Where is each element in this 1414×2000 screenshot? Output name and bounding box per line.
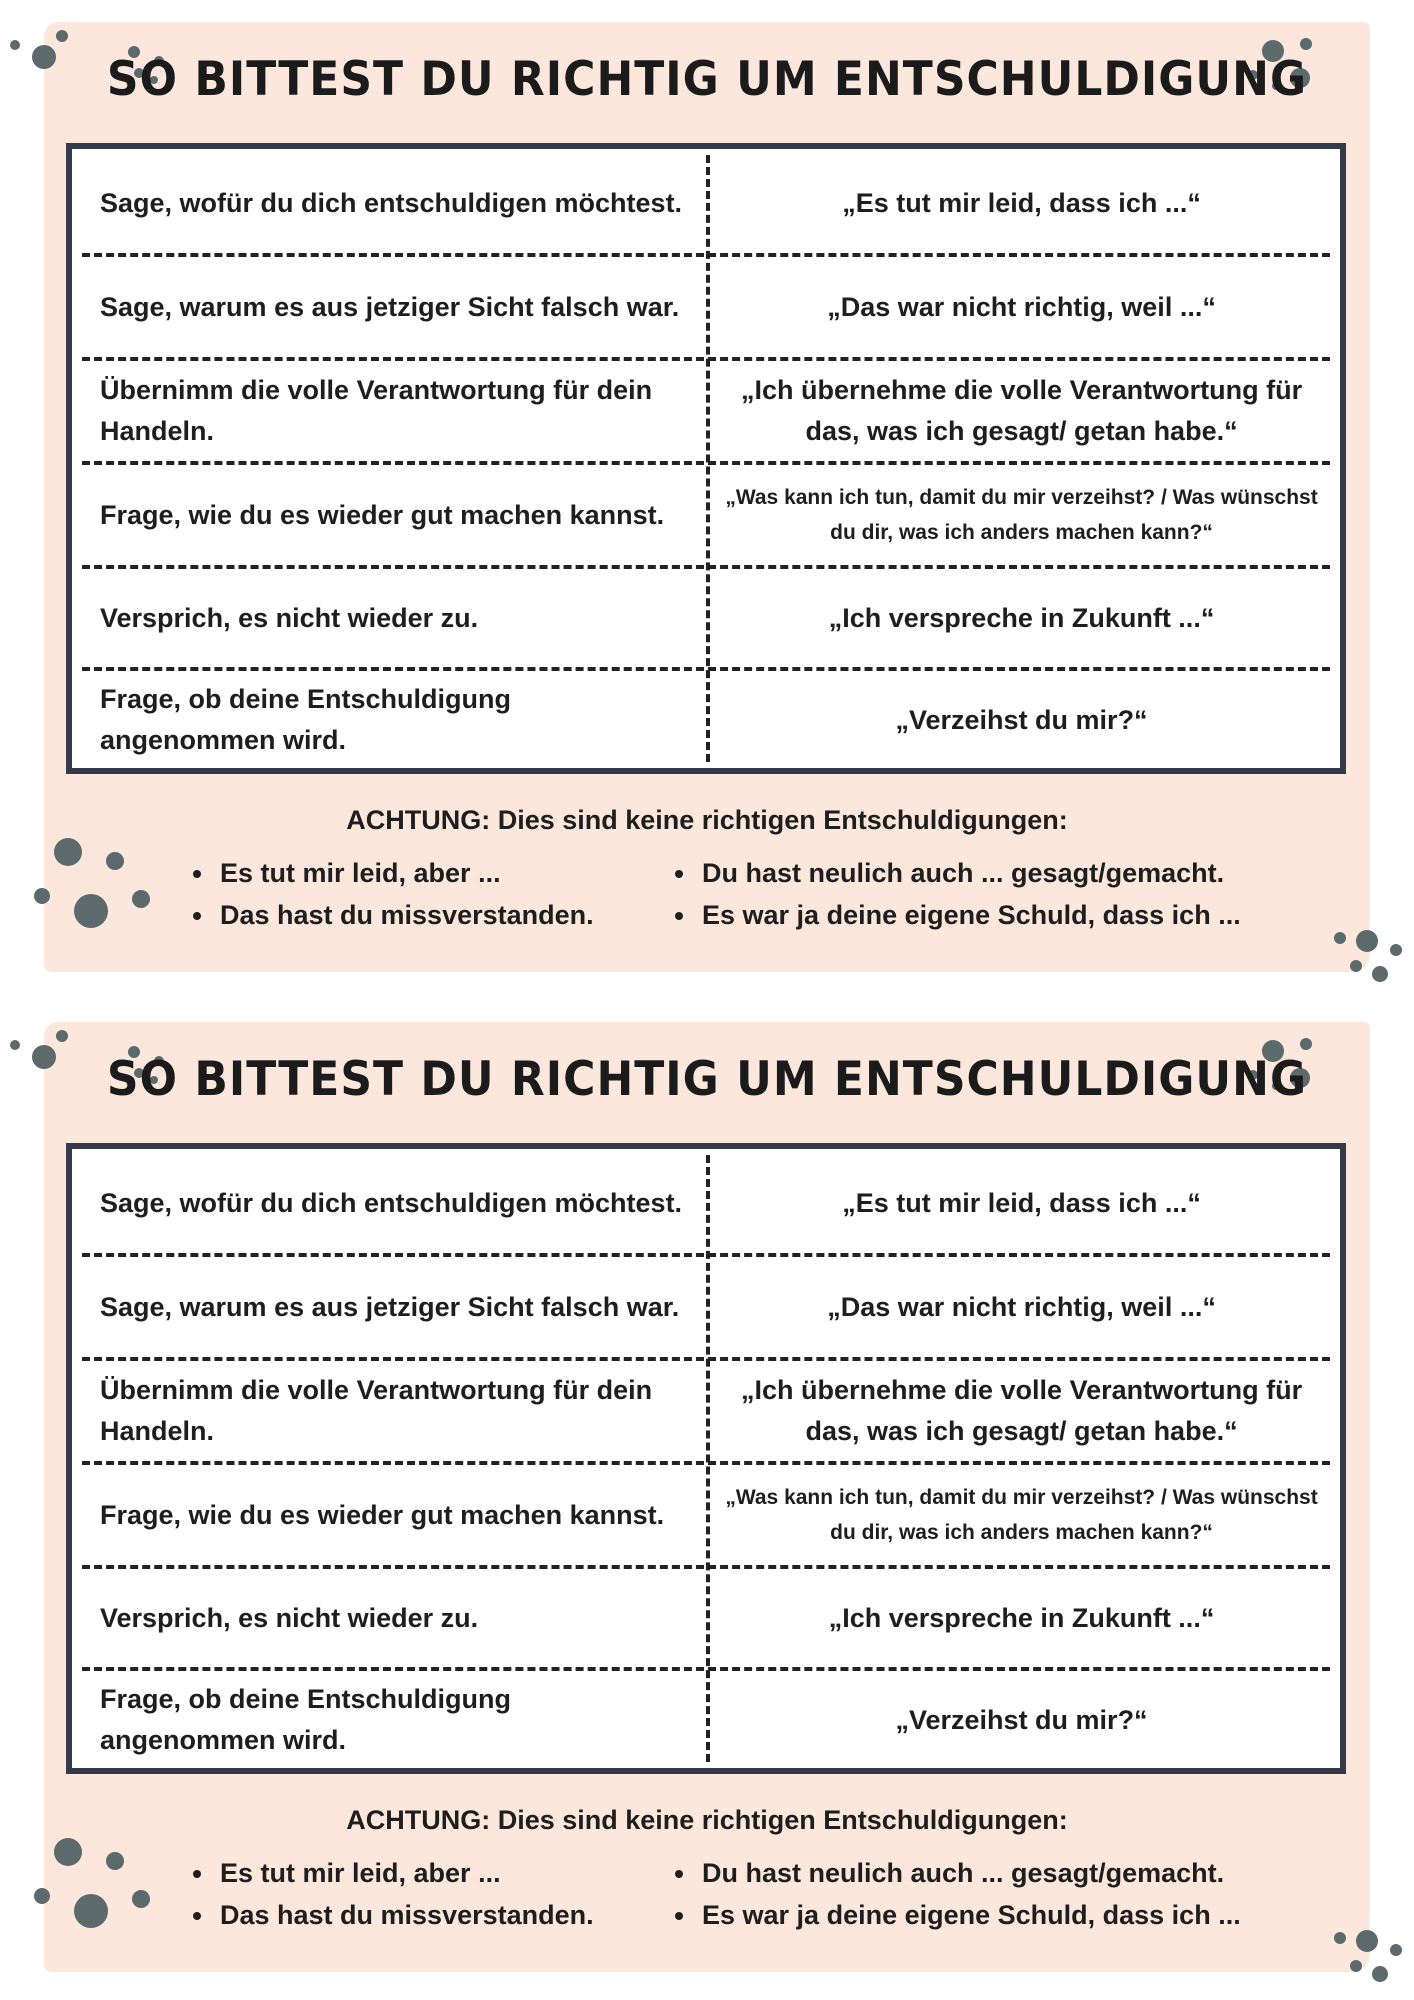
page-title: SO BITTEST DU RICHTIG UM ENTSCHULDIGUNG — [106, 51, 1308, 108]
decor-dot — [54, 1838, 82, 1866]
bad-apology-list — [670, 852, 1241, 936]
apology-steps-table — [66, 1143, 1346, 1774]
table-row — [72, 1361, 1340, 1461]
decor-dot — [34, 1888, 50, 1904]
step-text: Sage, warum es aus jetziger Sicht falsch war. — [100, 1291, 680, 1322]
list-item: • Das hast du missverstanden. — [216, 1894, 594, 1936]
page-title: SO BITTEST DU RICHTIG UM ENTSCHULDIGUNG — [106, 1051, 1308, 1108]
list-item: • Es tut mir leid, aber ... — [216, 1852, 594, 1894]
warning-heading: ACHTUNG: Dies sind keine richtigen Entschuldigungen: — [346, 805, 1068, 835]
example-phrase: „Was kann ich tun, damit du mir verzeihst? / Was wünschst du dir, was ich anders machen kann?“ — [725, 1486, 1318, 1544]
list-item: • Das hast du missverstanden. — [216, 894, 594, 936]
decor-dot — [1300, 1038, 1312, 1050]
decor-dot — [1350, 1960, 1362, 1972]
example-phrase: „Ich übernehme die volle Verantwortung für das, was ich gesagt/ getan habe.“ — [740, 375, 1303, 446]
list-item: • Es war ja deine eigene Schuld, dass ich ... — [698, 1894, 1241, 1936]
table-row — [72, 257, 1340, 357]
decor-dot — [132, 890, 150, 908]
table-row — [72, 1257, 1340, 1357]
example-phrase: „Es tut mir leid, dass ich ...“ — [842, 1187, 1201, 1218]
apology-steps-table — [66, 143, 1346, 774]
example-phrase: „Was kann ich tun, damit du mir verzeihst? / Was wünschst du dir, was ich anders machen kann?“ — [725, 486, 1318, 544]
step-text: Frage, ob deine Entschuldigung angenommen wird. — [100, 1684, 512, 1755]
step-text: Frage, ob deine Entschuldigung angenommen wird. — [100, 684, 512, 755]
step-text: Frage, wie du es wieder gut machen kannst. — [100, 499, 665, 530]
decor-dot — [56, 1030, 68, 1042]
decor-dot — [54, 838, 82, 866]
decor-dot — [56, 30, 68, 42]
decor-dot — [1334, 1932, 1346, 1944]
example-phrase: „Das war nicht richtig, weil ...“ — [827, 291, 1216, 322]
example-phrase: „Das war nicht richtig, weil ...“ — [827, 1291, 1216, 1322]
example-phrase: „Ich verspreche in Zukunft ...“ — [828, 602, 1215, 633]
decor-dot — [1300, 38, 1312, 50]
example-phrase: „Ich verspreche in Zukunft ...“ — [828, 1602, 1215, 1633]
table-row — [72, 465, 1340, 565]
decor-dot — [1356, 930, 1378, 952]
list-item: • Du hast neulich auch ... gesagt/gemacht. — [698, 1852, 1241, 1894]
decor-dot — [1350, 960, 1362, 972]
table-row — [72, 671, 1340, 769]
step-text: Übernimm die volle Verantwortung für dein Handeln. — [100, 375, 653, 446]
table-row — [72, 1671, 1340, 1769]
example-phrase: „Es tut mir leid, dass ich ...“ — [842, 187, 1201, 218]
table-row — [72, 361, 1340, 461]
bad-apology-list — [188, 852, 594, 936]
decor-dot — [1390, 1944, 1402, 1956]
step-text: Sage, wofür du dich entschuldigen möchtest. — [100, 187, 683, 218]
decor-dot — [10, 1040, 20, 1050]
table-row — [72, 569, 1340, 667]
example-phrase: „Verzeihst du mir?“ — [895, 704, 1148, 735]
table-row — [72, 1465, 1340, 1565]
table-row — [72, 1569, 1340, 1667]
decor-dot — [74, 1894, 108, 1928]
decor-dot — [132, 1890, 150, 1908]
decor-dot — [10, 40, 20, 50]
decor-dot — [74, 894, 108, 928]
example-phrase: „Verzeihst du mir?“ — [895, 1704, 1148, 1735]
step-text: Versprich, es nicht wieder zu. — [100, 1602, 479, 1633]
decor-dot — [1372, 1966, 1388, 1982]
table-row — [72, 1153, 1340, 1253]
decor-dot — [34, 888, 50, 904]
step-text: Sage, warum es aus jetziger Sicht falsch war. — [100, 291, 680, 322]
table-row — [72, 153, 1340, 253]
list-item: • Es war ja deine eigene Schuld, dass ich ... — [698, 894, 1241, 936]
bad-apology-list — [188, 1852, 594, 1936]
step-text: Übernimm die volle Verantwortung für dein Handeln. — [100, 1375, 653, 1446]
list-item: • Du hast neulich auch ... gesagt/gemacht. — [698, 852, 1241, 894]
decor-dot — [1372, 966, 1388, 982]
step-text: Versprich, es nicht wieder zu. — [100, 602, 479, 633]
decor-dot — [106, 852, 124, 870]
decor-dot — [1356, 1930, 1378, 1952]
step-text: Frage, wie du es wieder gut machen kannst. — [100, 1499, 665, 1530]
list-item: • Es tut mir leid, aber ... — [216, 852, 594, 894]
decor-dot — [106, 1852, 124, 1870]
example-phrase: „Ich übernehme die volle Verantwortung für das, was ich gesagt/ getan habe.“ — [740, 1375, 1303, 1446]
decor-dot — [1334, 932, 1346, 944]
bad-apology-list — [670, 1852, 1241, 1936]
apology-card-2 — [0, 1000, 1414, 2000]
warning-heading: ACHTUNG: Dies sind keine richtigen Entschuldigungen: — [346, 1805, 1068, 1835]
decor-dot — [1390, 944, 1402, 956]
step-text: Sage, wofür du dich entschuldigen möchtest. — [100, 1187, 683, 1218]
